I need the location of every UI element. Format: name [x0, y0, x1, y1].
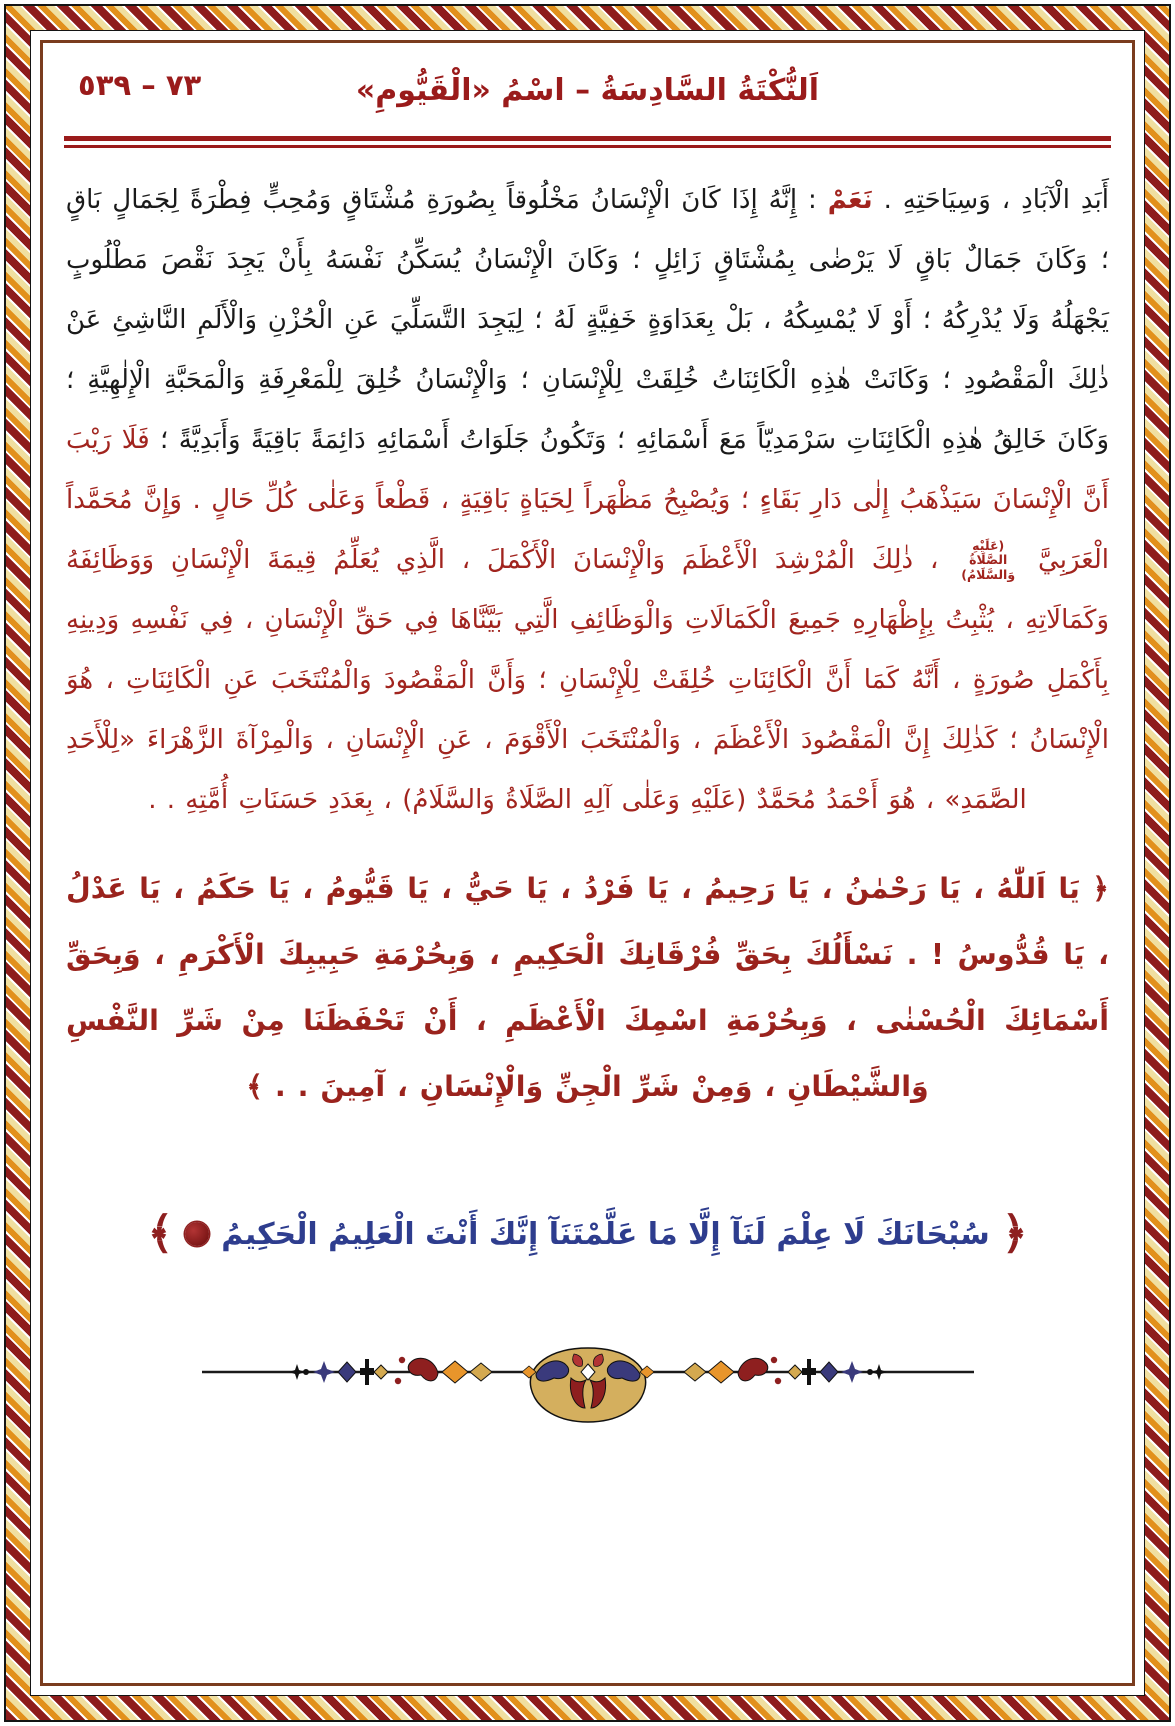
text-segment-black-1: أَبَدِ الْآبَادِ ، وَسِيَاحَتِهِ .: [872, 185, 1109, 215]
quran-verse-row: [64, 1208, 1111, 1259]
verse-open-bracket-icon: ﴿: [1001, 1208, 1028, 1259]
text-segment-red-b: ، ذٰلِكَ الْمُرْشِدَ الْأَعْظَمَ وَالْإِنْسَانَ الْأَكْمَلَ ، الَّذِي يُعَلِّمُ قِيمَةَ الْإِنْسَانِ وَوَظَائِفَهُ وَكَمَالَاتِهِ ، يُثْبِتُ بِإِظْهَارِهِ جَمِيعَ الْكَمَالَاتِ وَالْوَظَائِفِ الَّتِي بَيَّنَّاهَا فِي حَقِّ الْإِنْسَانِ ، فِي نَفْسِهِ وَدِينِهِ بِأَكْمَلِ صُورَةٍ ، أَنَّهُ كَمَا أَنَّ الْكَائِنَاتِ خُلِقَتْ لِلْإِنْسَانِ ؛ وَأَنَّ الْمَقْصُودَ وَالْمُنْتَخَبَ عَنِ الْكَائِنَاتِ ، هُوَ الْإِنْسَانُ ؛ كَذٰلِكَ إِنَّ الْمَقْصُودَ الْأَعْظَمَ ، وَالْمُنْتَخَبَ الْأَقْوَمَ ، عَنِ الْإِنْسَانِ ، وَالْمِرْآةَ الزَّهْرَاءَ «لِلْأَحَدِ الصَّمَدِ» ، هُوَ أَحْمَدُ مُحَمَّدٌ (عَلَيْهِ وَعَلٰى آلِهِ الصَّلَاةُ وَالسَّلَامُ) ، بِعَدَدِ حَسَنَاتِ أُمَّتِهِ . .: [66, 545, 1109, 815]
verse-close-bracket-icon: ﴾: [147, 1208, 174, 1259]
text-segment-red-a: فَلَا رَيْبَ أَنَّ الْإِنْسَانَ سَيَذْهَبُ إِلٰى دَارِ بَقَاءٍ ؛ وَيُصْبِحُ مَظْهَراً لِحَيَاةٍ بَاقِيَةٍ ، قَطْعاً وَعَلٰى كُلِّ حَالٍ . وَإِنَّ مُحَمَّداً الْعَرَبِيَّ: [66, 425, 1109, 575]
text-segment-red-naam: نَعَمْ: [827, 185, 873, 215]
text-segment-black-2: : إِنَّهُ إِذَا كَانَ الْإِنْسَانُ مَخْلُوقاً بِصُورَةِ مُشْتَاقٍ وَمُحِبٍّ فِطْرَةً لِجَمَالٍ بَاقٍ ؛ وَكَانَ جَمَالٌ بَاقٍ لَا يَرْضٰى بِمُشْتَاقٍ زَائِلٍ ؛ وَكَانَ الْإِنْسَانُ يُسَكِّنُ نَفْسَهُ بِأَنْ يَجِدَ نَقْصَ مَطْلُوبٍ يَجْهَلُهُ وَلَا يُدْرِكُهُ ؛ أَوْ لَا يُمْسِكُهُ ، بَلْ بِعَدَاوَةٍ خَفِيَّةٍ لَهُ ؛ لِيَجِدَ التَّسَلِّيَ عَنِ الْحُزْنِ وَالْأَلَمِ النَّاشِئِ عَنْ ذٰلِكَ الْمَقْصُودِ ؛ وَكَانَتْ هٰذِهِ الْكَائِنَاتُ خُلِقَتْ لِلْإِنْسَانِ ؛ وَالْإِنْسَانُ خُلِقَ لِلْمَعْرِفَةِ وَالْمَحَبَّةِ الْإِلٰهِيَّةِ ؛ وَكَانَ خَالِقُ هٰذِهِ الْكَائِنَاتِ سَرْمَدِيّاً مَعَ أَسْمَائِهِ ؛ وَتَكُونُ جَلَوَاتُ أَسْمَائِهِ دَائِمَةً بَاقِيَةً وَأَبَدِيَّةً ؛: [66, 185, 1110, 455]
prayer-paragraph: ﴿ يَا اَللّٰهُ ، يَا رَحْمٰنُ ، يَا رَحِيمُ ، يَا فَرْدُ ، يَا حَيُّ ، يَا قَيُّومُ ، يَا حَكَمُ ، يَا عَدْلُ ، يَا قُدُّوسُ ! . نَسْأَلُكَ بِحَقِّ فُرْقَانِكَ الْحَكِيمِ ، وَبِحُرْمَةِ حَبِيبِكَ الْأَكْرَمِ ، وَبِحَقِّ أَسْمَائِكَ الْحُسْنٰى ، وَبِحُرْمَةِ اسْمِكَ الْأَعْظَمِ ، أَنْ تَحْفَظَنَا مِنْ شَرِّ النَّفْسِ وَالشَّيْطَانِ ، وَمِنْ شَرِّ الْجِنِّ وَالْإِنْسَانِ ، آمِينَ . . ﴾: [66, 872, 1109, 1103]
prophet-honorific-stamp: (عَلَيْهِ الصَّلَاةُ وَالسَّلَامُ): [961, 537, 1016, 582]
page-title: اَلنُّكْتَةُ السَّادِسَةُ – اسْمُ «الْقَيُّومِ»: [355, 73, 820, 108]
page-number: ٧٣ – ٥٣٩: [78, 68, 202, 102]
header-double-rule: [64, 136, 1111, 148]
quran-verse-text: سُبْحَانَكَ لَا عِلْمَ لَنَآ إِلَّا مَا عَلَّمْتَنَآ إِنَّكَ أَنْتَ الْعَلِيمُ الْحَكِيمُ: [221, 1216, 990, 1252]
footer-divider-ornament-icon: [64, 1334, 1111, 1430]
page-content: [64, 50, 1111, 1682]
page-header: [64, 68, 1111, 114]
verse-end-rosette-icon: [185, 1222, 209, 1246]
main-paragraph: [66, 170, 1109, 830]
